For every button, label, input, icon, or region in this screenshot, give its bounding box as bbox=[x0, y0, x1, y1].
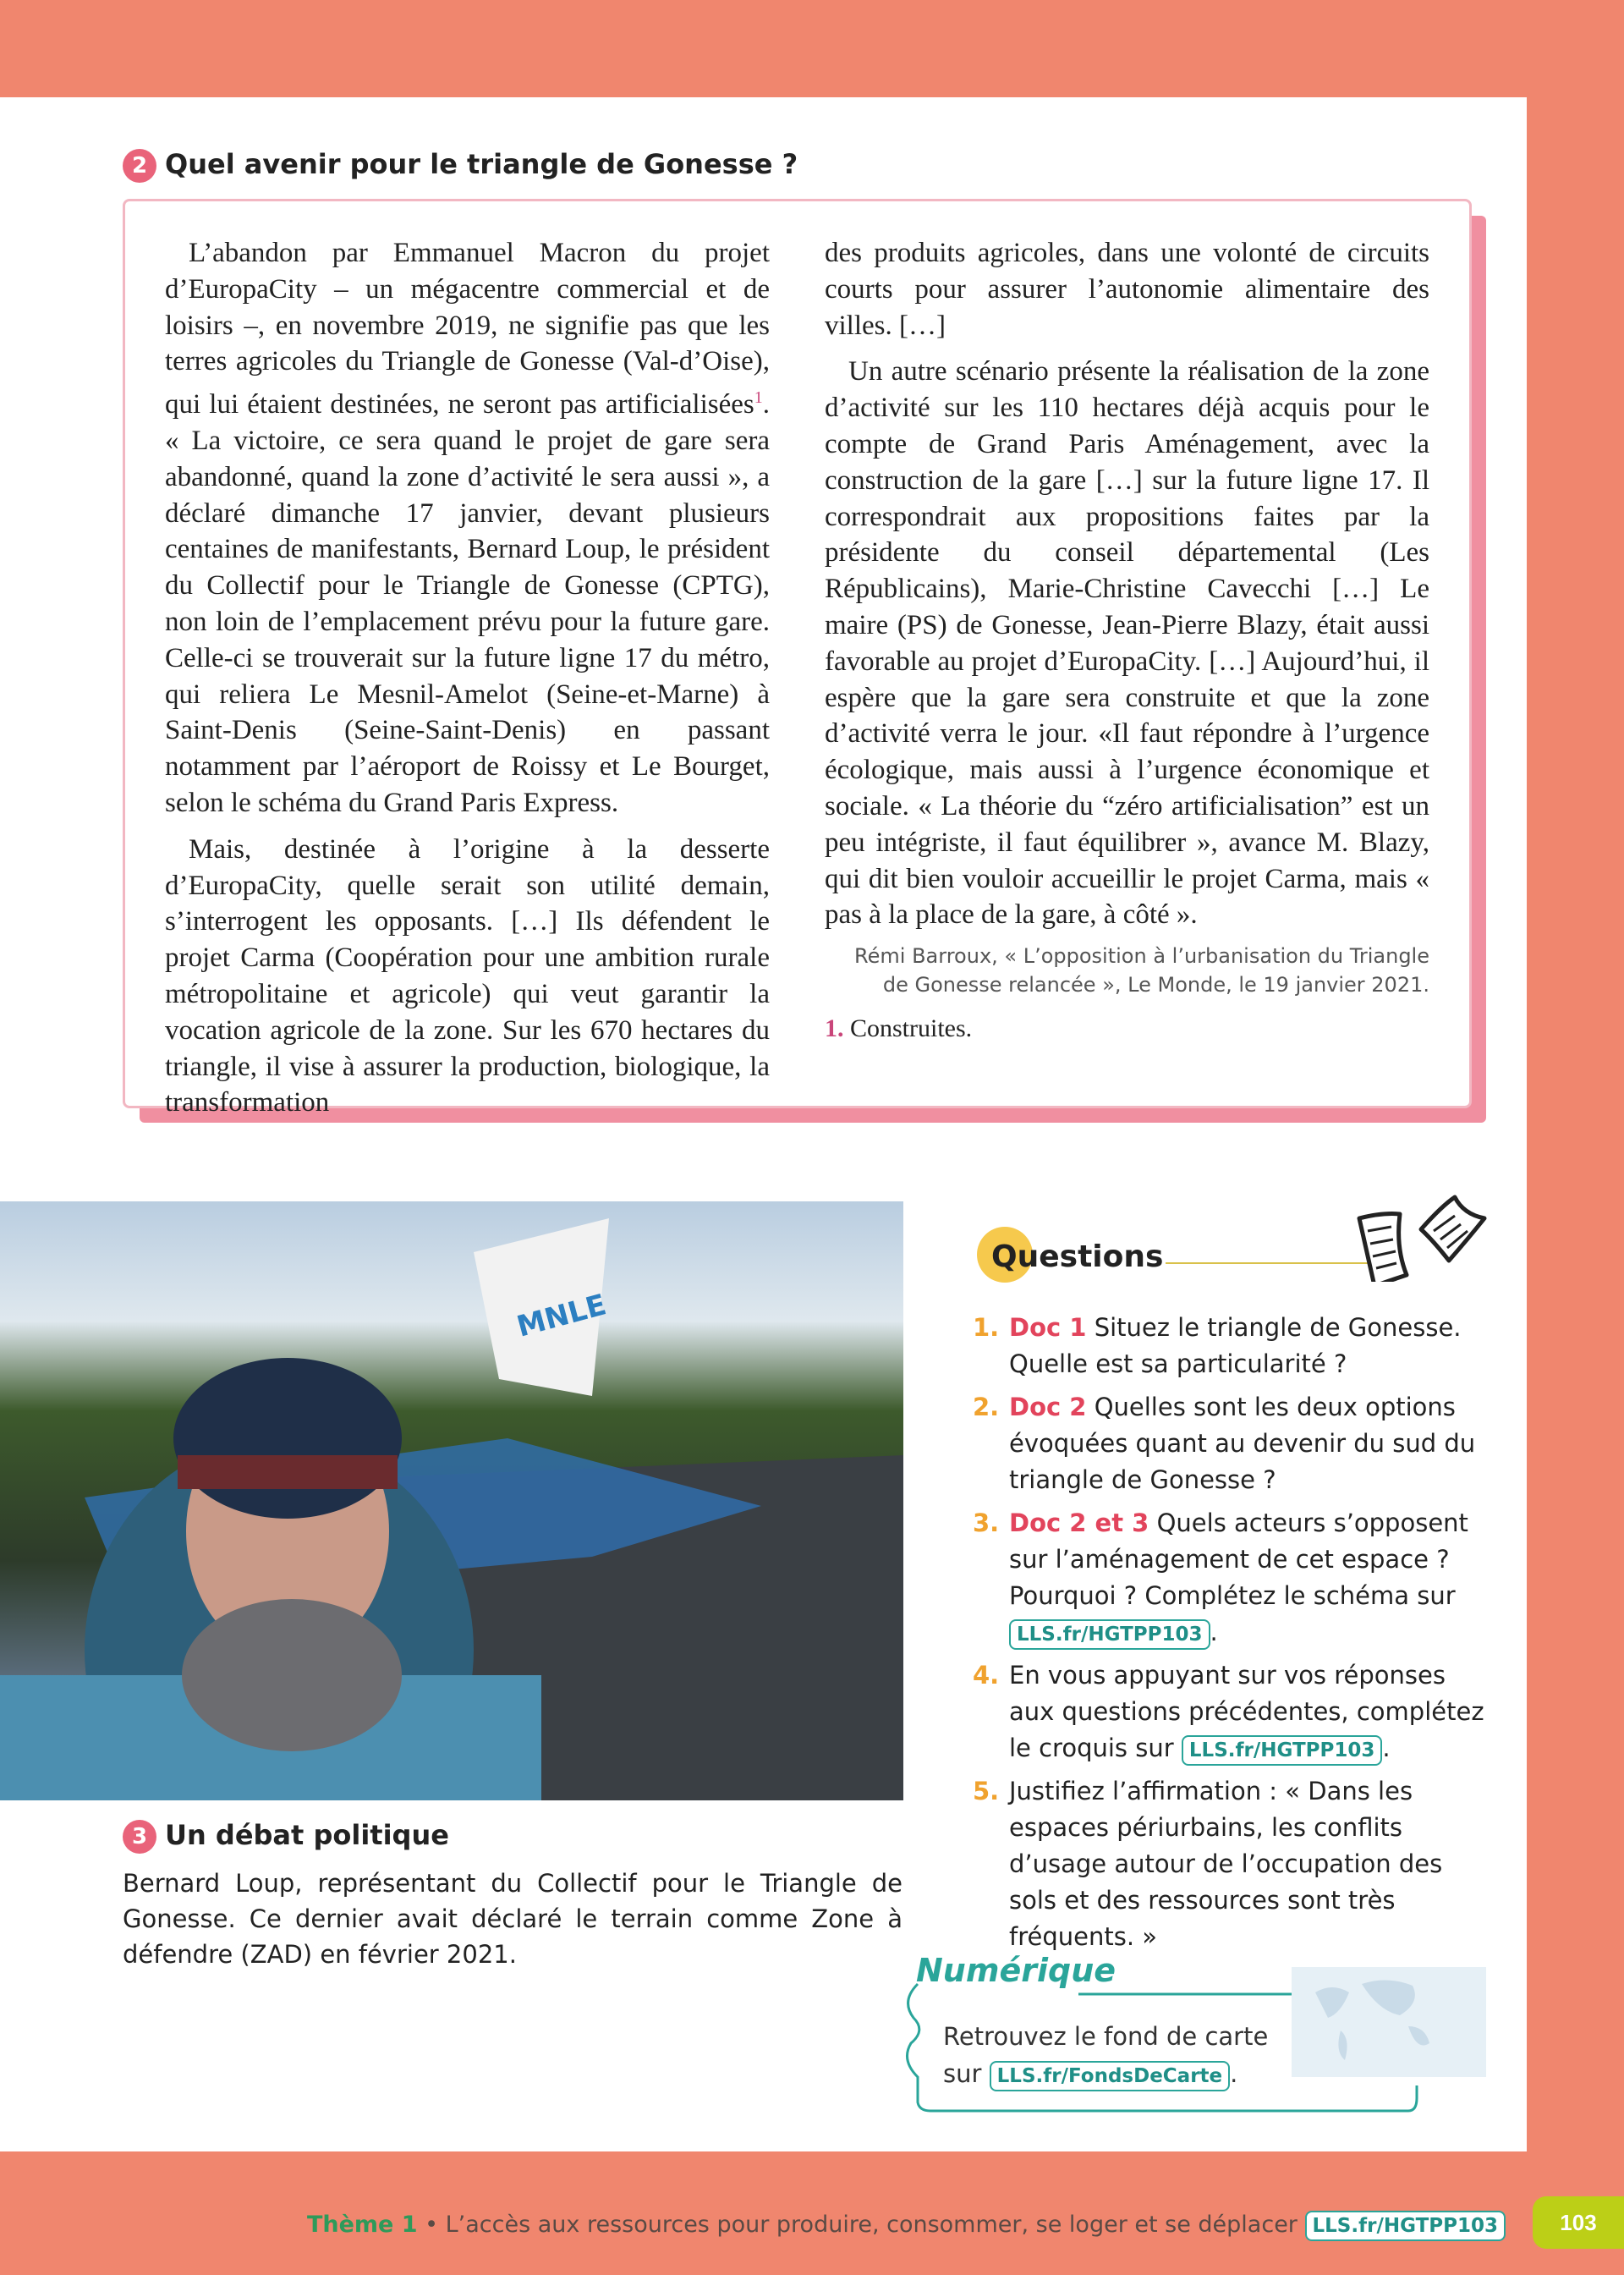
article-col-1 bbox=[165, 235, 770, 1121]
doc3-heading bbox=[123, 1819, 449, 1854]
question-item bbox=[973, 1657, 1497, 1767]
article-paragraph: Un autre scénario présente la réalisation de la zone d’activité sur les 110 hectares déjà acquis pour le compte de Grand Paris Aménagement, avec la construction de la gare […] sur la future ligne 17. Il correspondrait aux propositions faites par la présidente du conseil départemental (Les Républicains), Marie-Christine Cavecchi […] Le maire (PS) de Gonesse, Jean-Pierre Blazy, était aussi favorable au projet d’EuropaCity. […] Aujourd’hui, il espère que la gare sera construite et que la zone d’activité verra le jour. «Il faut répondre à l’urgence écologique, mais aussi à l’urgence économique et sociale. « La théorie du “zéro artificialisation” est un peu intégriste, il faut équilibrer », avance M. Blazy, qui dit bien vouloir accueillir le projet Carma, mais « pas à la place de la gare, à côté ». bbox=[825, 356, 1429, 931]
punct: . bbox=[1230, 2059, 1238, 2088]
question-item bbox=[973, 1310, 1497, 1382]
question-number: 5. bbox=[973, 1777, 1000, 1805]
doc-number-badge: 2 bbox=[123, 149, 156, 183]
doc-ref: Doc 1 bbox=[1009, 1313, 1087, 1342]
questions-title: Questions bbox=[991, 1239, 1164, 1274]
article-col-2 bbox=[825, 235, 1429, 1047]
questions-list bbox=[973, 1310, 1497, 1962]
question-number: 3. bbox=[973, 1508, 1000, 1537]
doc2-title: Quel avenir pour le triangle de Gonesse ? bbox=[165, 148, 798, 180]
question-item bbox=[973, 1505, 1497, 1651]
text: L’abandon par Emmanuel Macron du projet d’EuropaCity – un mégacentre commercial et de loisirs –, en novembre 2019, ne signifie pas que les terres agricoles du Triangle de Gonesse (Val-d’Oise), qui lui étaient destinées, ne seront pas artificialisées bbox=[165, 238, 770, 420]
numerique-title: Numérique bbox=[916, 1952, 1116, 1989]
question-text: Justifiez l’affirmation : « Dans les espaces périurbains, les conflits d’usage autour de l’occupation des sols et des ressources sont très fréquents. » bbox=[1009, 1777, 1443, 1951]
fonds-de-carte-link[interactable]: LLS.fr/FondsDeCarte bbox=[990, 2061, 1231, 2091]
theme-text: L’accès aux ressources pour produire, consommer, se loger et se déplacer bbox=[445, 2212, 1298, 2238]
photo-caption: Bernard Loup, représentant du Collectif pour le Triangle de Gonesse. Ce dernier avait déclaré le terrain comme Zone à défendre (ZAD) en février 2021. bbox=[123, 1869, 903, 1969]
doc-number-badge: 3 bbox=[123, 1820, 156, 1854]
doc-ref: Doc 2 et 3 bbox=[1009, 1508, 1149, 1537]
footer bbox=[307, 2211, 1506, 2241]
schema-link[interactable]: LLS.fr/HGTPP103 bbox=[1009, 1619, 1210, 1650]
punct: . bbox=[1382, 1734, 1391, 1762]
footnote-number: 1. bbox=[825, 1014, 844, 1043]
footnote-ref: 1 bbox=[754, 388, 763, 408]
text: Retrouvez le fond de carte sur bbox=[943, 2022, 1269, 2088]
photo-illustration bbox=[0, 1201, 903, 1800]
article-source: Rémi Barroux, « L’opposition à l’urbanisation du Triangle de Gonesse relancée », Le Monde, le 19 janvier 2021. bbox=[854, 944, 1429, 997]
question-item bbox=[973, 1389, 1497, 1498]
question-text: Quels acteurs s’opposent sur l’aménagement de cet espace ? Pourquoi ? Complétez le schéma sur bbox=[1009, 1508, 1468, 1610]
numerique-box bbox=[901, 1950, 1493, 2119]
doc-ref: Doc 2 bbox=[1009, 1393, 1087, 1421]
photo-bernard-loup bbox=[0, 1201, 903, 1800]
numerique-text bbox=[943, 2018, 1298, 2092]
punct: . bbox=[1210, 1618, 1218, 1646]
page-number: 103 bbox=[1533, 2196, 1624, 2249]
footer-link[interactable]: LLS.fr/HGTPP103 bbox=[1305, 2211, 1506, 2241]
question-number: 4. bbox=[973, 1661, 1000, 1690]
footnote-text: Construites. bbox=[850, 1014, 973, 1043]
croquis-link[interactable]: LLS.fr/HGTPP103 bbox=[1182, 1735, 1383, 1766]
article-paragraph: Mais, destinée à l’origine à la desserte d’EuropaCity, quelle serait son utilité demain, s’interrogent les opposants. […] Ils défendent le projet Carma (Coopération pour une ambition rurale métropolitaine et agricole) qui veut garantir la vocation agricole de la zone. Sur les 670 hectares du triangle, il vise à assurer la production, biologique, la transformation bbox=[165, 833, 770, 1118]
question-text: En vous appuyant sur vos réponses aux questions précédentes, complétez le croquis sur bbox=[1009, 1661, 1484, 1762]
footnote bbox=[825, 1011, 1429, 1047]
doc3-title: Un débat politique bbox=[165, 1819, 449, 1851]
question-item bbox=[973, 1773, 1497, 1955]
text: . « La victoire, ce sera quand le projet de gare sera abandonné, quand la zone d’activité le sera aussi », a déclaré dimanche 17 janvier, devant plusieurs centaines de manifestants, Bernard Loup, le président du Collectif pour le Triangle de Gonesse (CPTG), non loin de l’emplacement prévu pour la future gare. Celle-ci se trouverait sur la future ligne 17 du métro, qui reliera Le Mesnil-Amelot (Seine-et-Marne) à Saint-Denis (Seine-Saint-Denis) en passant notamment par l’aéroport de Roissy et Le Bourget, selon le schéma du Grand Paris Express. bbox=[165, 389, 770, 818]
article-paragraph: des produits agricoles, dans une volonté de circuits courts pour assurer l’autonomie alimentaire des villes. […] bbox=[825, 238, 1429, 341]
divider bbox=[1166, 1262, 1369, 1264]
question-number: 1. bbox=[973, 1313, 1000, 1342]
question-number: 2. bbox=[973, 1393, 1000, 1421]
question-text: Quelles sont les deux options évoquées quant au devenir du sud du triangle de Gonesse ? bbox=[1009, 1393, 1476, 1494]
flag-text: MNLE bbox=[513, 1288, 610, 1344]
papers-icon bbox=[1349, 1180, 1489, 1282]
article-paragraph bbox=[165, 235, 770, 822]
theme-label: Thème 1 bbox=[306, 2212, 418, 2238]
separator: • bbox=[417, 2212, 446, 2238]
question-text: Situez le triangle de Gonesse. Quelle est sa particularité ? bbox=[1009, 1313, 1462, 1378]
doc2-heading bbox=[123, 148, 798, 183]
